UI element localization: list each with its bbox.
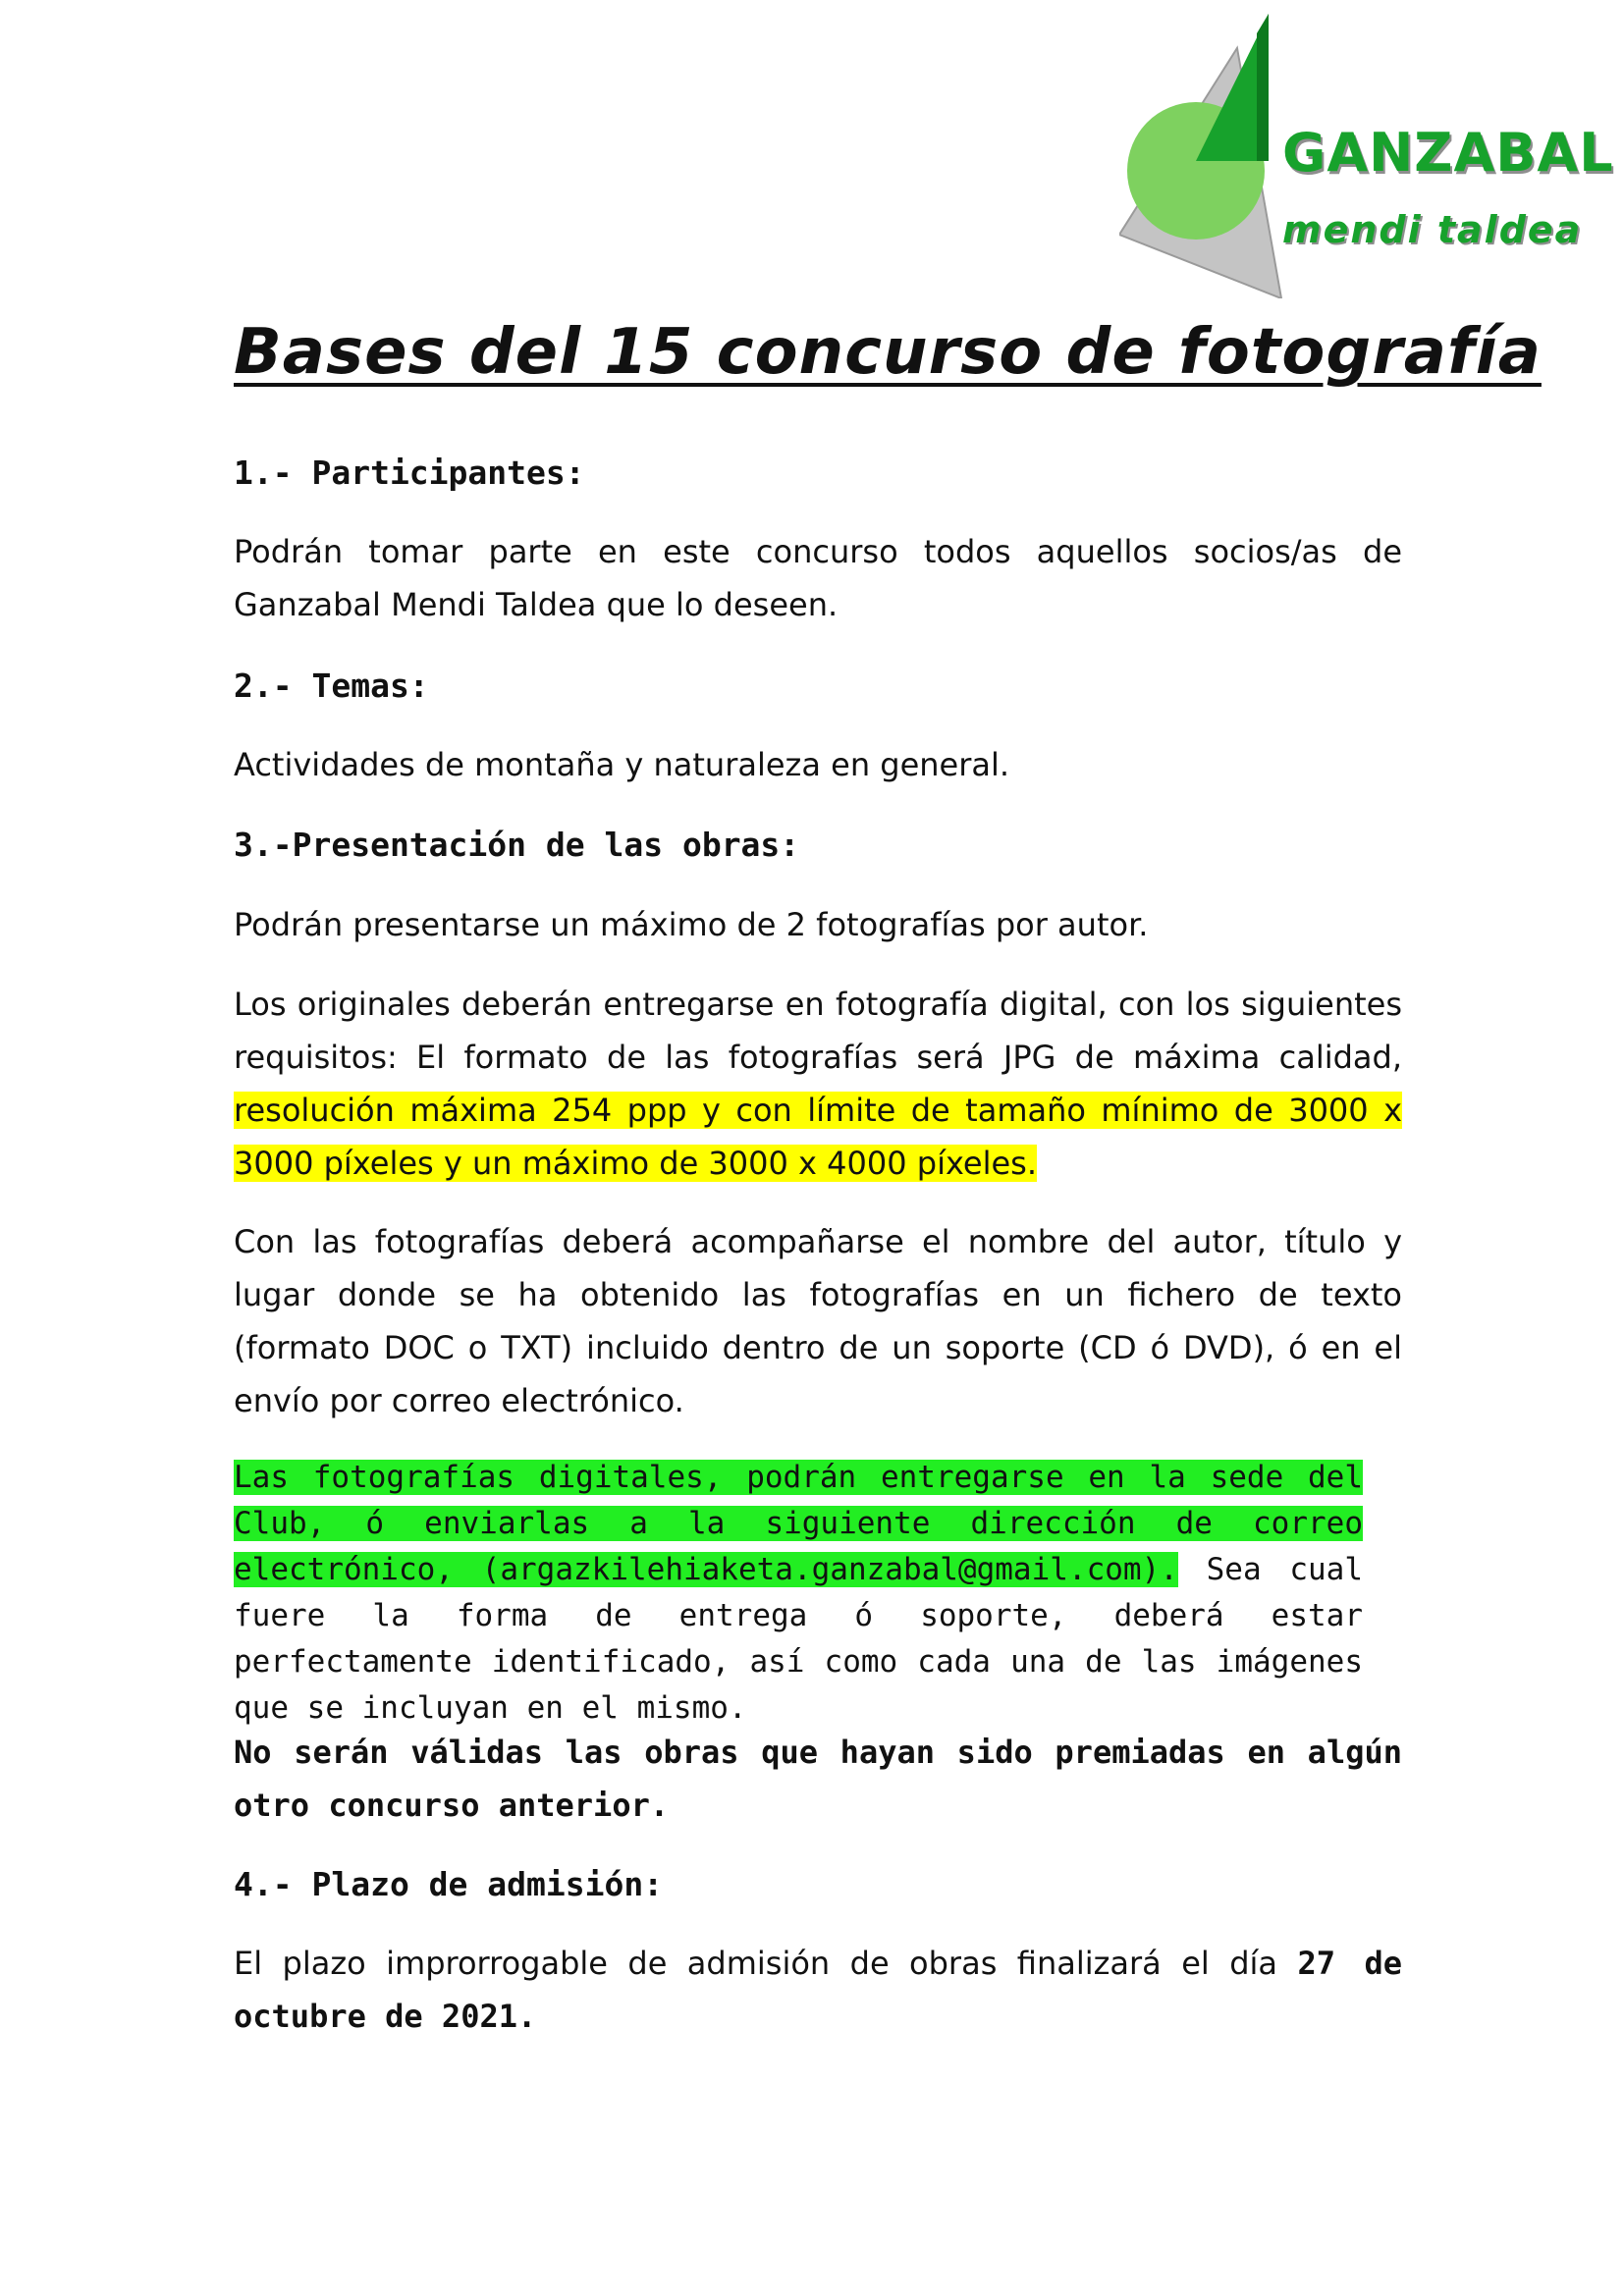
presentacion-p2-plain: Los originales deberán entregarse en fotografía digital, con los siguientes requisitos: El formato de las fotografías será JPG de máxima calidad, — [234, 986, 1402, 1076]
logo-tagline: mendi taldea — [1282, 208, 1583, 251]
presentacion-p2 — [234, 978, 1402, 1190]
presentacion-p4 — [234, 1455, 1363, 1732]
presentacion-p4-plain: Sea cual fuere la forma de entrega ó soporte, deberá estar perfectamente identificado, así como cada una de las imágenes que se incluyan en el mismo. — [234, 1552, 1364, 1726]
section-heading-plazo: 4.- Plazo de admisión: — [234, 1865, 664, 1903]
plazo-text — [234, 1937, 1402, 2043]
presentacion-p3: Con las fotografías deberá acompañarse el nombre del autor, título y lugar donde se ha obtenido las fotografías en un fichero de texto (formato DOC o TXT) incluido dentro de un soporte (CD ó DVD), ó en el envío por correo electrónico. — [234, 1223, 1402, 1419]
section-heading-temas: 2.- Temas: — [234, 667, 429, 705]
logo-triangle-shade — [1257, 14, 1269, 161]
section-heading-presentacion: 3.-Presentación de las obras: — [234, 826, 800, 864]
page-title: Bases del 15 concurso de fotografía — [234, 316, 1542, 389]
plazo-deadline: 27 de octubre de 2021. — [234, 1945, 1403, 2035]
presentacion-p5: No serán válidas las obras que hayan sido premiadas en algún otro concurso anterior. — [234, 1734, 1402, 1824]
section-heading-participantes: 1.- Participantes: — [234, 454, 585, 492]
participantes-text: Podrán tomar parte en este concurso todos aquellos socios/as de Ganzabal Mendi Taldea que lo deseen. — [234, 533, 1402, 623]
logo-name: GANZABAL — [1282, 122, 1614, 184]
plazo-text-plain: El plazo improrrogable de admisión de obras finalizará el día — [234, 1945, 1278, 1982]
email-highlight: Las fotografías digitales, podrán entregarse en la sede del Club, ó enviarlas a la siguiente dirección de correo electrónico, (argazkilehiaketa.ganzabal@gmail.com). — [234, 1460, 1363, 1587]
presentacion-p2-highlight: resolución máxima 254 ppp y con límite de tamaño mínimo de 3000 x 3000 píxeles y un máximo de 3000 x 4000 píxeles. — [234, 1092, 1402, 1182]
presentacion-p1: Podrán presentarse un máximo de 2 fotografías por autor. — [234, 906, 1149, 943]
temas-text: Actividades de montaña y naturaleza en general. — [234, 746, 1010, 783]
